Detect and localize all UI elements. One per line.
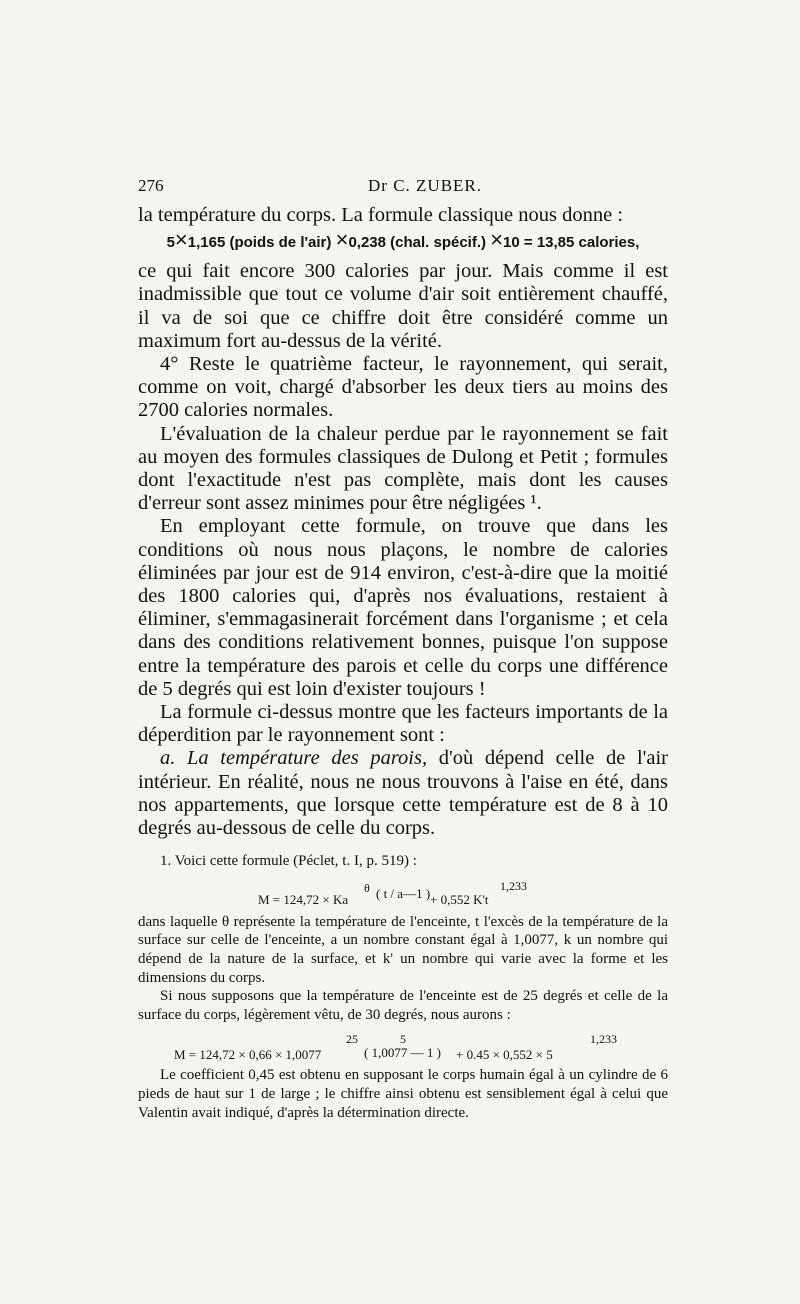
italic-phrase: La température des parois, xyxy=(187,747,428,770)
footnote-intro: 1. Voici cette formule (Péclet, t. I, p. 519) : xyxy=(160,853,417,870)
footnote xyxy=(138,852,668,1122)
formula-air-calories xyxy=(138,229,668,254)
math2-exponent: 1,233 xyxy=(590,1032,617,1047)
formula-term-d: 10 = 13,85 calories, xyxy=(503,234,640,252)
paragraph-5: En employant cette formule, on trouve que dans les conditions où nous nous plaçons, le nombre de calories éliminées par jour est de 914 environ, c'est-à-dire que la moitié des 1800 calories qui, d'après nos évaluations, restaient à éliminer, s'emmagasinerait forcément dans l'organisme ; et cela dans des conditions relativement bonnes, puisque l'on suppose entre la température des parois et celle du corps une différence de 5 degrés qui est loin d'exister toujours ! xyxy=(138,515,668,700)
item-label: a. xyxy=(160,747,176,770)
footnote-text-1: dans laquelle θ représente la température de l'enceinte, t l'excès de la température de la surface sur celle de l'enceinte, a un nombre constant égal à 1,0077, k un nombre qui dépend de la nature de la surface, et k' un nombre qui varie avec la forme et les dimensions du corps. xyxy=(138,913,668,986)
formula-example xyxy=(138,1024,668,1066)
times-sign-1: × xyxy=(174,227,188,253)
paragraph-1: la température du corps. La formule classique nous donne : xyxy=(138,204,624,226)
paragraph-7 xyxy=(138,747,668,840)
paragraph-3: 4° Reste le quatrième facteur, le rayonnement, qui serait, comme on voit, chargé d'absorber les deux tiers au moins des 2700 calories normales. xyxy=(138,353,668,422)
running-header xyxy=(138,176,668,200)
math1-plus: + 0,552 K't xyxy=(430,891,489,907)
page-body xyxy=(138,204,668,1122)
math1-exponent: 1,233 xyxy=(500,878,527,893)
paragraph-7-text: d'où dépend celle de l'air intérieur. En réalité, nous ne nous trouvons à l'aise en été, dans nos appartements, que lorsque cette température est de 8 à 10 degrés au-dessous de celle du corps. xyxy=(138,747,668,840)
math2-plus: + 0.45 × 0,552 × 5 xyxy=(456,1047,553,1063)
formula-dulong-petit xyxy=(138,871,668,913)
math1-lhs: M = 124,72 × Ka xyxy=(258,891,349,907)
formula-term-a: 5 xyxy=(166,234,175,252)
running-author: Dr C. ZUBER. xyxy=(368,176,482,195)
paragraph-2: ce qui fait encore 300 calories par jour. Mais comme il est inadmissible que tout ce volume d'air soit entièrement chauffé, il va de soi que ce chiffre doit être considéré comme un maximum fort au-dessus de la vérité. xyxy=(138,260,668,352)
math2-paren: ( 1,0077 — 1 ) xyxy=(364,1045,441,1061)
paragraph-6: La formule ci-dessus montre que les facteurs importants de la déperdition par le rayonnement sont : xyxy=(138,701,668,747)
page-number: 276 xyxy=(138,176,164,195)
footnote-text-2: Si nous supposons que la température de l'enceinte est de 25 degrés et celle de la surface du corps, légèrement vêtu, de 30 degrés, nous aurons : xyxy=(138,988,668,1023)
times-sign-2: × xyxy=(335,227,349,253)
times-sign-3: × xyxy=(490,227,504,253)
math2-sup-25: 25 xyxy=(346,1032,358,1047)
math2-lhs: M = 124,72 × 0,66 × 1,0077 xyxy=(174,1047,322,1063)
paragraph-4: L'évaluation de la chaleur perdue par le rayonnement se fait au moyen des formules classiques de Dulong et Petit ; formules dont l'exactitude n'est pas complète, mais dont les causes d'erreur sont assez minimes pour être négligées ¹. xyxy=(138,422,668,515)
math1-paren: ( t / a—1 ) xyxy=(376,885,431,901)
formula-term-c: 0,238 (chal. spécif.) xyxy=(348,234,487,252)
formula-term-b: 1,165 (poids de l'air) xyxy=(187,234,332,252)
math1-theta: θ xyxy=(364,880,370,895)
math2-sup-5: 5 xyxy=(400,1032,406,1047)
footnote-text-3: Le coefficient 0,45 est obtenu en supposant le corps humain égal à un cylindre de 6 pieds de haut sur 1 de large ; le chiffre ainsi obtenu est sensiblement égal à celui que Valentin avait indiqué, d'après la détermination directe. xyxy=(138,1067,668,1121)
